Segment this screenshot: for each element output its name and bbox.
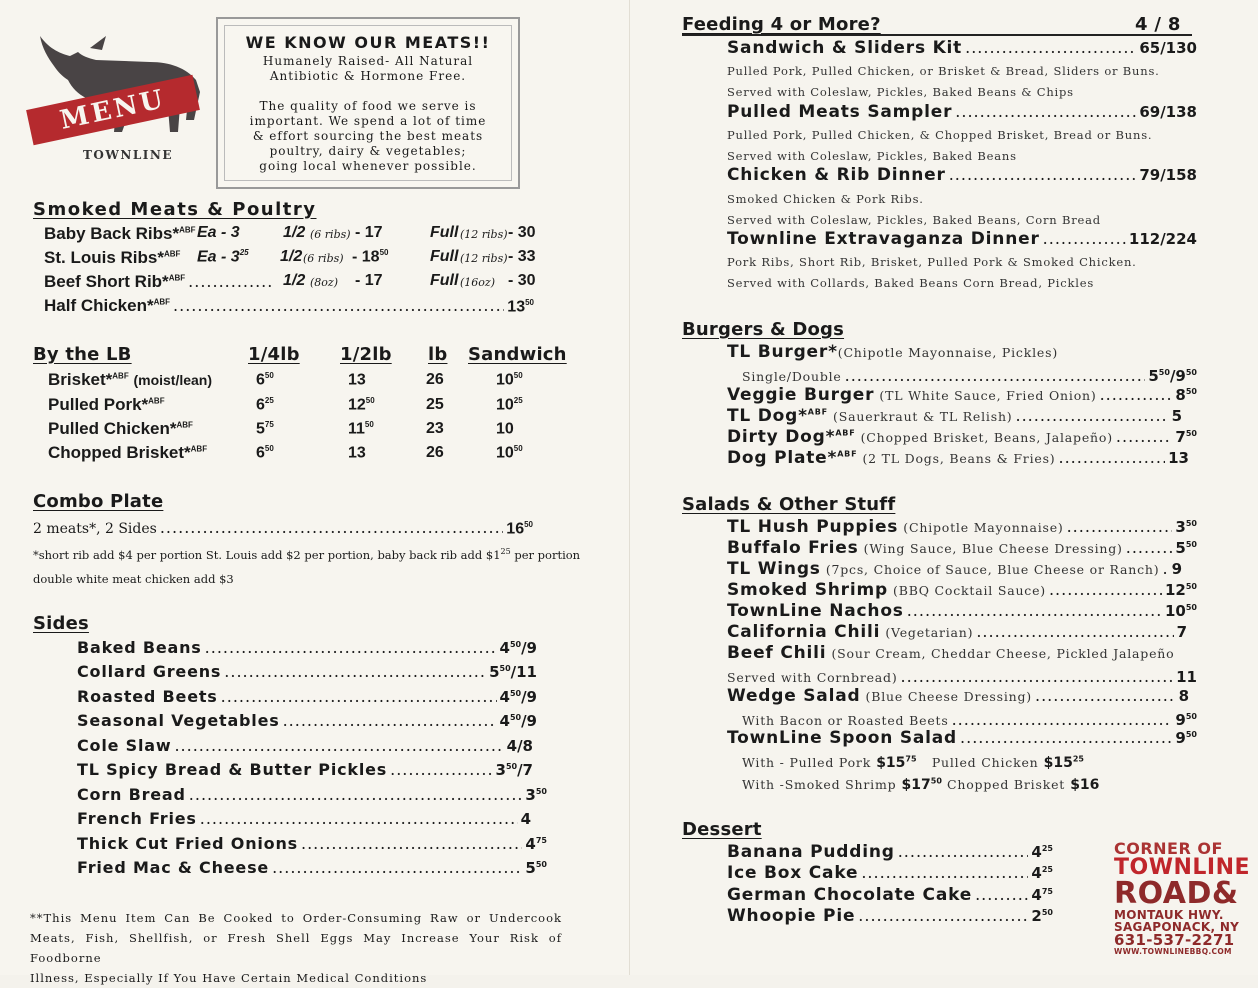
burger-item: TL Burger*(Chipotle Mayonnaise, Pickles): [727, 342, 1058, 362]
feeding-item: Townline Extravaganza Dinner ..... 112/224: [727, 229, 1197, 249]
smoked-half-note: (8oz): [310, 276, 338, 289]
info-box: [216, 17, 520, 189]
half-chicken-row: Half Chicken*$^{ABF}$ ..... $13^{50}$: [44, 296, 534, 316]
side-item: Corn Bread ..... $3^{50}$: [77, 785, 547, 804]
dessert-heading: Dessert: [682, 819, 762, 840]
smoked-item-name: Baby Back Ribs*$^{ABF}$: [44, 224, 196, 243]
smoked-half-label: 1/2: [283, 224, 306, 241]
smoked-item-name: St. Louis Ribs*$^{ABF}$: [44, 248, 181, 267]
info-line: important. We spend a lot of time: [249, 114, 487, 128]
side-item: Roasted Beets ..... $4^{50}/9$: [77, 687, 537, 706]
feeding-item: Pulled Meats Sampler ..... 69/138: [727, 102, 1197, 122]
location-stamp: [1114, 841, 1254, 956]
dessert-item: Banana Pudding ..... $4^{25}$: [727, 842, 1053, 862]
side-item: TL Spicy Bread & Butter Pickles ..... $3^{50}/7$: [77, 760, 533, 779]
combo-note: double white meat chicken add $3: [33, 572, 234, 586]
stamp-line: 631-537-2271: [1114, 931, 1235, 949]
side-item: French Fries ..... 4: [77, 809, 531, 828]
smoked-item-name: Beef Short Rib*$^{ABF}$: [44, 272, 186, 291]
side-item: Baked Beans ..... $4^{50}/9$: [77, 638, 537, 657]
burger-item: Veggie Burger (TL White Sauce, Fried Onion) ..... $8^{50}$: [727, 385, 1197, 405]
right-menu-page: Feeding 4 or More? 4 / 8 Sandwich & Sliders Kit ..... 65/130 Pulled Pork, Pulled Chicken, or Brisket & Bread, Sliders or Buns. Served with Coleslaw, Pickles, Baked Beans & Chips Pulled Meats Sampler ..... 69/138 Pulled Pork, Pulled Chicken, & Chopped Brisket, Bread or Buns. Served with Coleslaw, Pickles, Baked Beans Chicken & Rib Dinner ..... 79/158 Smoked Chicken & Pork Ribs. Served with Coleslaw, Pickles, Baked Beans, Corn Bread Townline Extravaganza Dinner ..... 112/224 Pork Ribs, Short Rib, Brisket, Pulled Pork & Smoked Chicken. Served with Collards, Baked Beans Corn Bread, Pickles Burgers & Dogs TL Burger*(Chipotle Mayonnaise, Pickles) Single/Double ..... $5^{50}/9^{50}$ Veggie Burger (TL White Sauce, Fried Onion) ..... $8^{50}$ TL Dog*$^{ABF}$ (Sauerkraut & TL Relish) ..... 5 Dirty Dog*$^{ABF}$ (Chopped Brisket, Beans, Jalapeño) ..... $7^{50}$ Dog Plate*$^{ABF}$ (2 TL Dogs, Beans & Fries) ..... 13 Salads & Other Stuff TL Hush Puppies (Chipotle Mayonnaise) ..... $3^{50}$ Buffalo Fries (Wing Sauce, Blue Cheese Dressing) ..... $5^{50}$ TL Wings (7pcs, Choice of Sauce, Blue Cheese or Ranch) ..... 9 Smoked Shrimp (BBQ Cocktail Sauce) ..... $12^{50}$ TownLine Nachos ..... $10^{50}$ California Chili (Vegetarian) ..... 7 Beef Chili (Sour Cream, Cheddar Cheese, Pickled Jalapeño Served with Cornbread) ..... 11 Wedge Salad (Blue Cheese Dressing) ..... 8 With Bacon or Roasted Beets ..... $9^{50}$ TownLine Spoon Salad ..... $9^{50}$ With - Pulled Pork $\$15^{75}$ Pulled Chicken $\$15^{25}$ With -Smoked Shrimp $\$17^{50}$ Chopped Brisket $16 Dessert Banana Pudding ..... $4^{25}$ Ice Box Cake ..... $4^{25}$ German Chocolate Cake ..... $4^{75}$ Whoopie Pie ..... $2^{50}$ CORNER OF TOWNLINE ROAD& MONTAUK HWY. SAGAPONACK, NY 631-537-2271 WWW.TOWNLINEBBQ.COM: [629, 0, 1258, 975]
burger-item: Dirty Dog*$^{ABF}$ (Chopped Brisket, Beans, Jalapeño) ..... $7^{50}$: [727, 427, 1197, 447]
feeding-item: Sandwich & Sliders Kit ..... 65/130: [727, 38, 1197, 58]
salad-item: Buffalo Fries (Wing Sauce, Blue Cheese Dressing) ..... $5^{50}$: [727, 538, 1197, 558]
feeding-heading: Feeding 4 or More?: [682, 14, 881, 35]
stamp-line: CORNER OF: [1114, 839, 1223, 858]
side-item: Cole Slaw ..... 4/8: [77, 736, 533, 755]
dessert-item: Whoopie Pie ..... $2^{50}$: [727, 906, 1053, 926]
salad-item: TL Wings (7pcs, Choice of Sauce, Blue Cheese or Ranch) ..... 9: [727, 559, 1182, 579]
side-item: Thick Cut Fried Onions ..... $4^{75}$: [77, 834, 547, 853]
dessert-item: German Chocolate Cake ..... $4^{75}$: [727, 885, 1053, 905]
disclaimer: **This Menu Item Can Be Cooked to Order-Consuming Raw or Undercook Meats, Fish, Shellfish, or Fresh Shell Eggs May Increase Your Risk of Foodborne Illness, Especially If You Have Certain Medical Conditions: [30, 911, 562, 985]
burger-sub-row: Single/Double ..... $5^{50}/9^{50}$: [742, 366, 1197, 385]
smoked-half-price: - 17: [355, 272, 383, 289]
side-item: Seasonal Vegetables ..... $4^{50}/9$: [77, 711, 537, 730]
wedge-sub-row: With Bacon or Roasted Beets ..... $9^{50}$: [742, 710, 1197, 729]
stamp-line: MONTAUK HWY.: [1114, 908, 1224, 922]
info-line: Humanely Raised- All Natural: [262, 54, 474, 68]
combo-note: *short rib add $4 per portion St. Louis add $2 per portion, baby back rib add $\$1^{25}$ per portion: [33, 547, 581, 562]
col-header-quarter: 1/4lb: [248, 344, 300, 365]
by-lb-heading: By the LB: [33, 344, 132, 365]
info-line: & effort sourcing the best meats: [252, 129, 484, 143]
stamp-line: SAGAPONACK, NY: [1114, 920, 1240, 934]
smoked-full-label: Full: [430, 248, 459, 265]
stamp-line: ROAD&: [1114, 876, 1239, 911]
menu-ribbon: MENU: [26, 75, 200, 146]
feeding-item: Chicken & Rib Dinner ..... 79/158: [727, 165, 1197, 185]
info-line: going local whenever possible.: [259, 159, 477, 173]
info-line: Antibiotic & Hormone Free.: [269, 69, 467, 83]
smoked-full-note: (16oz): [460, 276, 495, 289]
smoked-half-price: - 17: [355, 224, 383, 241]
smoked-half-label: 1/2: [283, 272, 306, 289]
burger-item: TL Dog*$^{ABF}$ (Sauerkraut & TL Relish) ..... 5: [727, 406, 1182, 426]
smoked-half-price: - $18^{50}$: [352, 248, 389, 266]
col-header-half: 1/2lb: [340, 344, 392, 365]
smoked-half-note: (6 ribs): [310, 228, 351, 241]
col-header-lb: lb: [428, 344, 448, 365]
salads-heading: Salads & Other Stuff: [682, 494, 896, 515]
salad-item: Smoked Shrimp (BBQ Cocktail Sauce) ..... $12^{50}$: [727, 580, 1197, 600]
salad-item: Wedge Salad (Blue Cheese Dressing) ..... 8: [727, 686, 1189, 706]
salad-item: Beef Chili (Sour Cream, Cheddar Cheese, Pickled Jalapeño: [727, 643, 1175, 663]
smoked-full-note: (12 ribs): [460, 252, 508, 265]
chili-sub-row: Served with Cornbread) ..... 11: [727, 667, 1197, 686]
feeding-header-price: 4 / 8: [1135, 14, 1181, 35]
smoked-each-price: Ea - 3: [197, 224, 240, 241]
smoked-full-price: - 33: [508, 248, 536, 265]
side-item: Fried Mac & Cheese ..... $5^{50}$: [77, 858, 547, 877]
salad-item: TownLine Spoon Salad ..... $9^{50}$: [727, 728, 1197, 748]
col-header-sandwich: Sandwich: [468, 344, 567, 365]
smoked-full-price: - 30: [508, 272, 536, 289]
spoon-option-row: With -Smoked Shrimp $\$17^{50}$ Chopped Brisket $16: [742, 776, 1100, 793]
smoked-full-note: (12 ribs): [460, 228, 508, 241]
left-menu-page: MENU TOWNLINE WE KNOW OUR MEATS!! Humanely Raised- All Natural Antibiotic & Hormone Free. The quality of food we serve is important. We spend a lot of time & effort sourcing the best meats poultry, dairy & vegetables; going local whenever possible. Smoked Meats & Poultry Baby Back Ribs*$^{ABF}$ Ea - 3 1/2 (6 ribs) - 17 Full (12 ribs) - 30 St. Louis Ribs*$^{ABF}$ Ea - $3^{25}$ 1/2 (6 ribs) - $18^{50}$ Full (12 ribs) - 33 Beef Short Rib*$^{ABF}$ ..... 1/2 (8oz) - 17 Full (16oz) - 30 Half Chicken*$^{ABF}$ ..... $13^{50}$ By the LB 1/4lb 1/2lb lb Sandwich Brisket*$^{ABF}$ (moist/lean) $6^{50}$ 13 26 $10^{50}$ Pulled Pork*$^{ABF}$ $6^{25}$ $12^{50}$ 25 $10^{25}$ Pulled Chicken*$^{ABF}$ $5^{75}$ $11^{50}$ 23 10 Chopped Brisket*$^{ABF}$ $6^{50}$ 13 26 $10^{50}$ Combo Plate 2 meats*, 2 Sides ..... $16^{50}$ *short rib add $4 per portion St. Louis add $2 per portion, baby back rib add $\$1^{25}$ per portion double white meat chicken add $3 Sides Baked Beans ..... $4^{50}/9$ Collard Greens ..... $5^{50}/11$ Roasted Beets ..... $4^{50}/9$ Seasonal Vegetables ..... $4^{50}/9$ Cole Slaw ..... 4/8 TL Spicy Bread & Butter Pickles ..... $3^{50}/7$ Corn Bread ..... $3^{50}$ French Fries ..... 4 Thick Cut Fried Onions ..... $4^{75}$ Fried Mac & Cheese ..... $5^{50}$ **This Menu Item Can Be Cooked to Order-Consuming Raw or Undercook Meats, Fish, Shellfish, or Fresh Shell Eggs May Increase Your Risk of Foodborne Illness, Especially If You Have Certain Medical Conditions: [0, 0, 629, 975]
info-line: poultry, dairy & vegetables;: [269, 144, 467, 158]
smoked-half-label: 1/2: [280, 248, 303, 265]
stamp-line: TOWNLINE: [1114, 855, 1251, 880]
smoked-full-label: Full: [430, 272, 459, 289]
burgers-heading: Burgers & Dogs: [682, 319, 845, 340]
combo-heading: Combo Plate: [33, 491, 164, 512]
salad-item: TownLine Nachos ..... $10^{50}$: [727, 601, 1197, 621]
burger-item: Dog Plate*$^{ABF}$ (2 TL Dogs, Beans & Fries) ..... 13: [727, 448, 1189, 468]
info-line: The quality of food we serve is: [259, 99, 477, 113]
info-box-title: WE KNOW OUR MEATS!!: [245, 33, 491, 52]
salad-item: TL Hush Puppies (Chipotle Mayonnaise) ..... $3^{50}$: [727, 517, 1197, 537]
side-item: Collard Greens ..... $5^{50}/11$: [77, 662, 537, 681]
smoked-each-price: Ea - $3^{25}$: [197, 248, 249, 266]
stamp-line: WWW.TOWNLINEBBQ.COM: [1114, 947, 1232, 956]
combo-row: 2 meats*, 2 Sides ..... $16^{50}$: [33, 518, 533, 538]
smoked-meats-heading: Smoked Meats & Poultry: [33, 199, 317, 220]
smoked-half-note: (6 ribs): [303, 252, 344, 265]
sides-heading: Sides: [33, 613, 89, 634]
smoked-full-price: - 30: [508, 224, 536, 241]
townline-logo-text: TOWNLINE: [83, 148, 173, 162]
spoon-option-row: With - Pulled Pork $\$15^{75}$ Pulled Chicken $\$15^{25}$: [742, 754, 1084, 771]
dessert-item: Ice Box Cake ..... $4^{25}$: [727, 863, 1053, 883]
smoked-full-label: Full: [430, 224, 459, 241]
salad-item: California Chili (Vegetarian) ..... 7: [727, 622, 1187, 642]
